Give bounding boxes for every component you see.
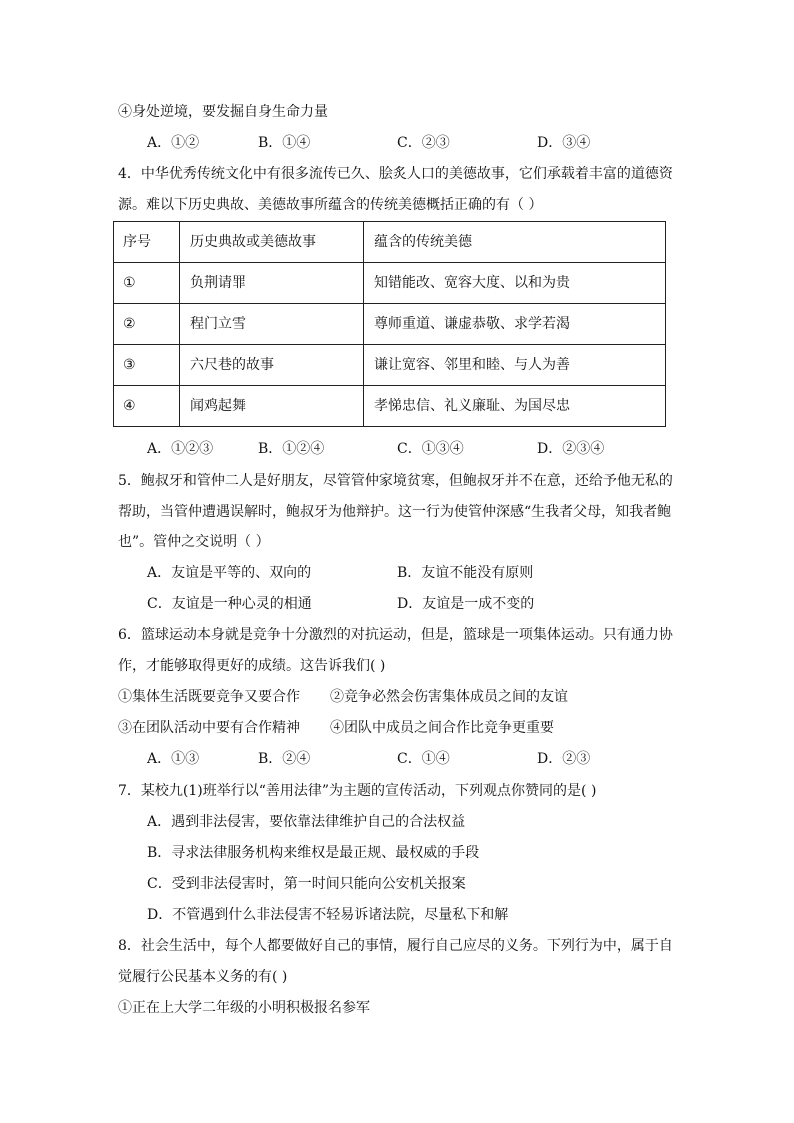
q7-option-b: B．寻求法律服务机构来维权是最正规、最权威的手段 [147,845,480,861]
table-cell: 孝悌忠信、礼义廉耻、为国尽忠 [364,386,666,427]
q4-option-a: A．①②③ [147,441,214,457]
q4-table [113,221,666,427]
q3-option-c: C．②③ [397,135,450,151]
q4-option-b: B．①②④ [258,441,325,457]
q6-item-3: ③在团队活动中要有合作精神 [118,720,300,736]
header-cell: 序号 [114,222,180,263]
table-header-row [114,222,666,263]
q4-option-c: C．①③④ [397,441,464,457]
table-cell: ① [114,263,180,304]
q5-option-d: D．友谊是一成不变的 [397,596,535,612]
q4-stem-line1: 4．中华优秀传统文化中有很多流传已久、脍炙人口的美德故事，它们承载着丰富的道德资 [118,166,673,182]
q5-stem-line2: 帮助，当管仲遭遇误解时，鲍叔牙为他辩护。这一行为使管仲深感“生我者父母，知我者鲍 [118,504,672,520]
table-cell: 谦让宽容、邻里和睦、与人为善 [364,345,666,386]
q5-option-c: C．友谊是一种心灵的相通 [147,596,312,612]
table-cell: ④ [114,386,180,427]
table-cell: ③ [114,345,180,386]
q6-stem-line2: 作，才能够取得更好的成绩。这告诉我们( ) [118,658,386,674]
q6-stem-line1: 6．篮球运动本身就是竞争十分激烈的对抗运动，但是，篮球是一项集体运动。只有通力协 [118,627,673,643]
table-row [114,304,666,345]
q7-stem: 7．某校九(1)班举行以“善用法律”为主题的宣传活动，下列观点你赞同的是( ) [118,783,597,799]
q7-option-d: D．不管遇到什么非法侵害不轻易诉诸法院，尽量私下和解 [147,907,509,923]
q4-stem-line2: 源。难以下历史典故、美德故事所蕴含的传统美德概括正确的有（ ） [118,197,543,213]
q3-item-4: ④身处逆境，要发掘自身生命力量 [118,104,328,120]
q5-stem-line3: 也”。管仲之交说明（ ） [118,534,270,550]
q5-option-b: B．友谊不能没有原则 [397,565,534,581]
table-row [114,345,666,386]
q6-item-2: ②竞争必然会伤害集体成员之间的友谊 [330,689,568,705]
table-cell: 程门立雪 [180,304,364,345]
table-cell: 尊师重道、谦虚恭敬、求学若渴 [364,304,666,345]
q6-item-1: ①集体生活既要竞争又要合作 [118,689,300,705]
q6-option-b: B．②④ [258,751,311,767]
header-cell: 历史典故或美德故事 [180,222,364,263]
table-cell: 闻鸡起舞 [180,386,364,427]
q6-item-4: ④团队中成员之间合作比竞争更重要 [330,720,554,736]
q8-item-1: ①正在上大学二年级的小明积极报名参军 [118,1000,370,1016]
table-row [114,386,666,427]
q6-option-a: A．①③ [147,751,200,767]
q6-option-d: D．②③ [537,751,591,767]
table-row [114,263,666,304]
table-cell: ② [114,304,180,345]
q5-option-a: A．友谊是平等的、双向的 [147,565,312,581]
q5-stem-line1: 5．鲍叔牙和管仲二人是好朋友，尽管管仲家境贫寒，但鲍叔牙并不在意，还给予他无私的 [118,473,673,489]
table-cell: 负荆请罪 [180,263,364,304]
q7-option-c: C．受到非法侵害时，第一时间只能向公安机关报案 [147,876,466,892]
q6-option-c: C．①④ [397,751,450,767]
q7-option-a: A．遇到非法侵害，要依靠法律维护自己的合法权益 [147,814,466,830]
q3-option-b: B．①④ [258,135,311,151]
q3-option-d: D．③④ [537,135,591,151]
q8-stem-line2: 觉履行公民基本义务的有( ) [118,969,288,985]
table-cell: 知错能改、宽容大度、以和为贵 [364,263,666,304]
q3-option-a: A．①② [147,135,200,151]
header-cell: 蕴含的传统美德 [364,222,666,263]
q8-stem-line1: 8．社会生活中，每个人都要做好自己的事情，履行自己应尽的义务。下列行为中，属于自 [118,938,673,954]
table-cell: 六尺巷的故事 [180,345,364,386]
q4-option-d: D．②③④ [537,441,605,457]
